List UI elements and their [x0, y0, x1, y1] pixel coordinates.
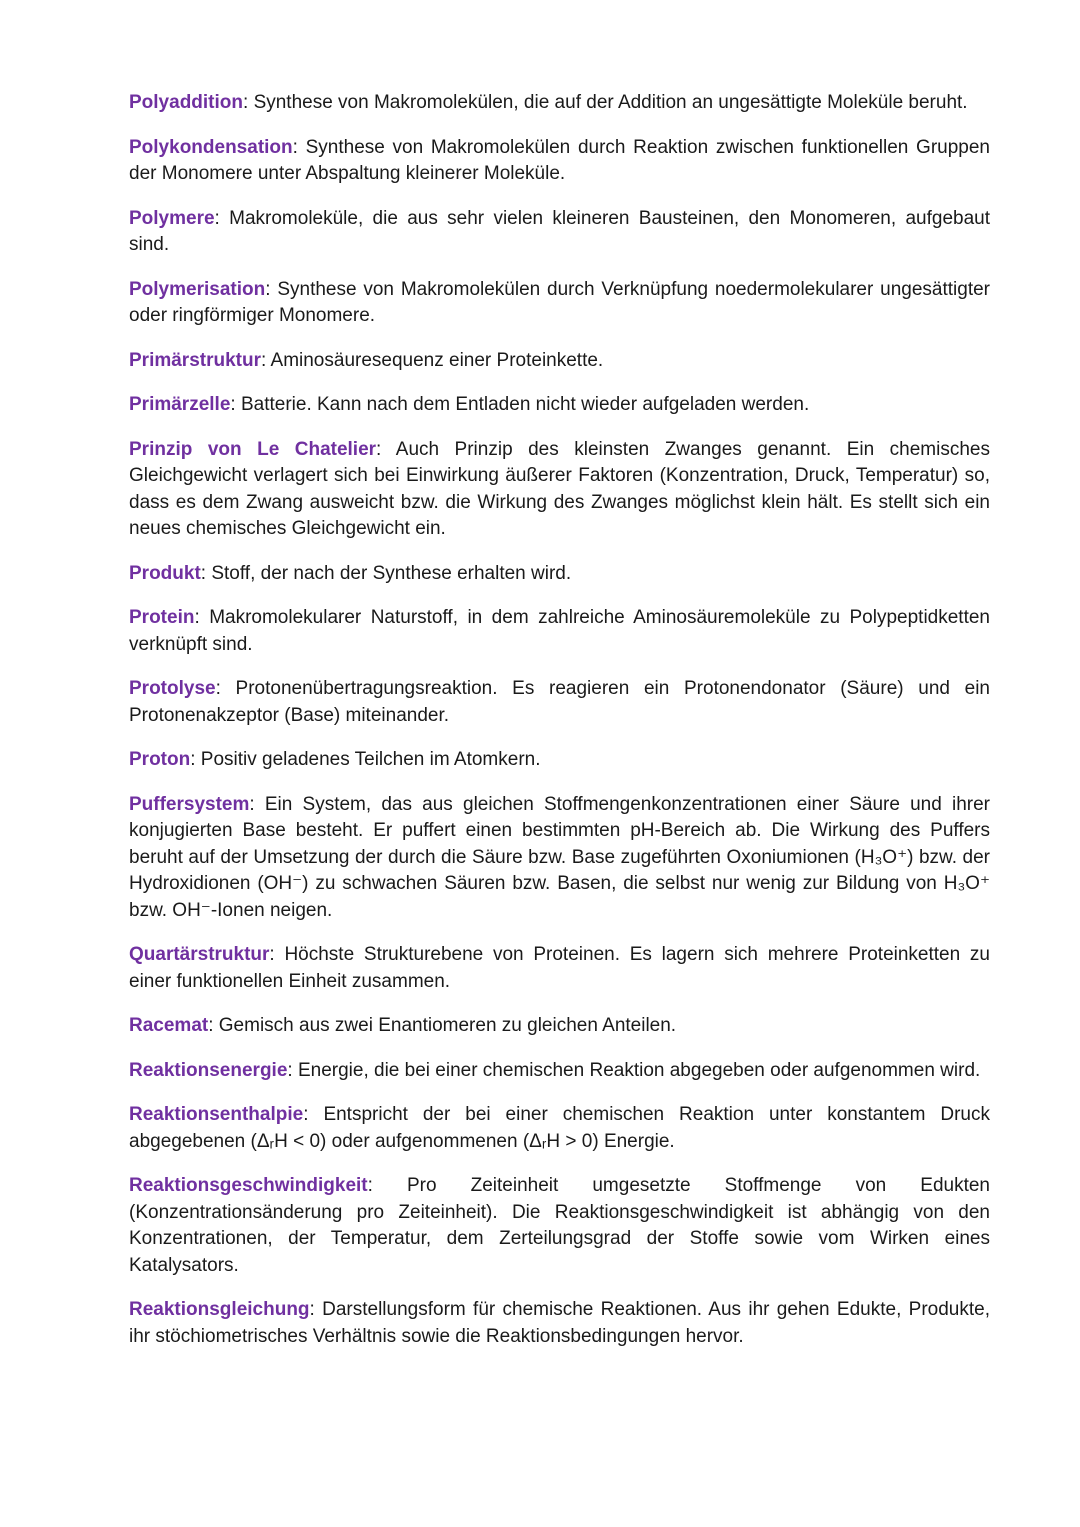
glossary-page — [129, 90, 990, 1368]
glossary-definition: Stoff, der nach der Synthese erhalten wird. — [211, 562, 572, 584]
glossary-definition: Makromolekularer Naturstoff, in dem zahlreiche Aminosäuremoleküle zu Polypeptidketten verknüpft sind. — [129, 607, 990, 655]
glossary-term: Produkt — [129, 562, 201, 584]
glossary-term: Polymere — [129, 207, 215, 229]
glossary-term: Racemat — [129, 1015, 209, 1036]
glossary-definition: Synthese von Makromolekülen durch Verknüpfung noedermolekularer ungesättigter oder ringförmiger Monomere. — [129, 278, 991, 326]
glossary-entry: Reaktionsgleichung: Darstellungsform für chemische Reaktionen. Aus ihr gehen Edukte, Produkte, ihr stöchiometrisches Verhältnis sowie die Reaktionsbedingungen hervor. — [129, 1299, 990, 1347]
glossary-definition: Synthese von Makromolekülen, die auf der Addition an ungesättigte Moleküle beruht. — [253, 92, 968, 113]
glossary-definition: Positiv geladenes Teilchen im Atomkern. — [200, 749, 541, 770]
glossary-definition: Ein System, das aus gleichen Stoffmengenkonzentrationen einer Säure und ihrer konjugierten Base besteht. Er puffert einen bestimmten pH-Bereich ab. Die Wirkung des Puffers beruht auf der Umsetzung der durch die Säure bzw. Base zugeführten Oxoniumionen (H₃O⁺) bzw. der Hydroxidionen (OH⁻) zu schwachen Säuren bzw. Basen, die selbst nur wenig zur Bildung von H₃O⁺ bzw. OH⁻-Ionen neigen. — [129, 793, 991, 921]
glossary-term: Protolyse — [129, 678, 216, 699]
glossary-entry: Primärzelle: Batterie. Kann nach dem Entladen nicht wieder aufgeladen werden. — [129, 394, 810, 415]
glossary-term: Puffersystem — [129, 793, 250, 815]
glossary-entry: Reaktionsenthalpie: Entspricht der bei einer chemischen Reaktion unter konstantem Druck abgegebenen (ΔᵣH < 0) oder aufgenommenen (ΔᵣH > 0) Energie. — [129, 1104, 990, 1152]
glossary-definition: Energie, die bei einer chemischen Reaktion abgegeben oder aufgenommen wird. — [297, 1059, 981, 1081]
glossary-term: Reaktionsgleichung — [129, 1299, 310, 1320]
glossary-term: Reaktionsenthalpie — [129, 1104, 304, 1125]
glossary-term: Polykondensation — [129, 136, 293, 158]
glossary-definition: Protonenübertragungsreaktion. Es reagieren ein Protonendonator (Säure) und ein Protonenakzeptor (Base) miteinander. — [129, 678, 990, 726]
glossary-entry: Quartärstruktur: Höchste Strukturebene von Proteinen. Es lagern sich mehrere Proteinketten zu einer funktionellen Einheit zusammen. — [129, 944, 990, 992]
glossary-definition: Makromoleküle, die aus sehr vielen kleineren Bausteinen, den Monomeren, aufgebaut sind. — [129, 207, 990, 255]
glossary-entry: Proton: Positiv geladenes Teilchen im Atomkern. — [129, 749, 541, 770]
glossary-definition: Aminosäuresequenz einer Proteinkette. — [270, 349, 604, 371]
glossary-term: Quartärstruktur — [129, 944, 270, 965]
glossary-entry: Polymerisation: Synthese von Makromolekülen durch Verknüpfung noedermolekularer ungesättigter oder ringförmiger Monomere. — [129, 278, 991, 326]
glossary-entry: Reaktionsenergie: Energie, die bei einer chemischen Reaktion abgegeben oder aufgenommen wird. — [129, 1059, 981, 1081]
glossary-entry: Puffersystem: Ein System, das aus gleichen Stoffmengenkonzentrationen einer Säure und ihrer konjugierten Base besteht. Er puffert einen bestimmten pH-Bereich ab. Die Wirkung des Puffers beruht auf der Umsetzung der durch die Säure bzw. Base zugeführten Oxoniumionen (H₃O⁺) bzw. der Hydroxidionen (OH⁻) zu schwachen Säuren bzw. Basen, die selbst nur wenig zur Bildung von H₃O⁺ bzw. OH⁻-Ionen neigen. — [129, 793, 991, 921]
glossary-definition: Höchste Strukturebene von Proteinen. Es lagern sich mehrere Proteinketten zu einer funktionellen Einheit zusammen. — [129, 944, 990, 992]
glossary-entry: Protolyse: Protonenübertragungsreaktion. Es reagieren ein Protonendonator (Säure) und ein Protonenakzeptor (Base) miteinander. — [129, 678, 990, 726]
glossary-entry: Protein: Makromolekularer Naturstoff, in dem zahlreiche Aminosäuremoleküle zu Polypeptidketten verknüpft sind. — [129, 607, 990, 655]
glossary-definition: Batterie. Kann nach dem Entladen nicht wieder aufgeladen werden. — [240, 394, 810, 415]
glossary-term: Reaktionsgeschwindigkeit — [129, 1175, 368, 1196]
glossary-entry: Prinzip von Le Chatelier: Auch Prinzip des kleinsten Zwanges genannt. Ein chemisches Gleichgewicht verlagert sich bei Einwirkung äußerer Faktoren (Konzentration, Druck, Temperatur) so, dass es dem Zwang ausweicht bzw. die Wirkung des Zwanges möglichst klein hält. Es stellt sich ein neues chemisches Gleichgewicht ein. — [129, 438, 990, 539]
glossary-definition: Entspricht der bei einer chemischen Reaktion unter konstantem Druck abgegebenen (ΔᵣH < 0) oder aufgenommenen (ΔᵣH > 0) Energie. — [129, 1104, 990, 1152]
glossary-term: Proton — [129, 749, 191, 770]
glossary-term: Primärzelle — [129, 394, 231, 415]
glossary-definition: Gemisch aus zwei Enantiomeren zu gleichen Anteilen. — [218, 1015, 677, 1036]
glossary-entry: Reaktionsgeschwindigkeit: Pro Zeiteinheit umgesetzte Stoffmenge von Edukten (Konzentrationsänderung pro Zeiteinheit). Die Reaktionsgeschwindigkeit ist abhängig von den Konzentrationen, der Temperatur, dem Zerteilungsgrad der Stoffe sowie vom Wirken eines Katalysators. — [129, 1175, 990, 1276]
glossary-term: Primärstruktur — [129, 349, 261, 371]
glossary-definition: Pro Zeiteinheit umgesetzte Stoffmenge von Edukten (Konzentrationsänderung pro Zeiteinheit). Die Reaktionsgeschwindigkeit ist abhängig von den Konzentrationen, der Temperatur, dem Zerteilungsgrad der Stoffe sowie vom Wirken eines Katalysators. — [129, 1175, 990, 1276]
glossary-term: Prinzip von Le Chatelier — [129, 438, 377, 460]
glossary-definition: Synthese von Makromolekülen durch Reaktion zwischen funktionellen Gruppen der Monomere unter Abspaltung kleinerer Moleküle. — [129, 136, 990, 184]
glossary-term: Polyaddition — [129, 92, 243, 113]
glossary-entry: Primärstruktur: Aminosäuresequenz einer Proteinkette. — [129, 349, 604, 371]
glossary-term: Protein — [129, 607, 195, 628]
glossary-entry: Produkt: Stoff, der nach der Synthese erhalten wird. — [129, 562, 572, 584]
glossary-entry: Polymere: Makromoleküle, die aus sehr vielen kleineren Bausteinen, den Monomeren, aufgebaut sind. — [129, 207, 990, 255]
glossary-term: Reaktionsenergie — [129, 1059, 288, 1081]
glossary-term: Polymerisation — [129, 278, 266, 300]
glossary-entry: Polyaddition: Synthese von Makromolekülen, die auf der Addition an ungesättigte Moleküle beruht. — [129, 92, 968, 113]
glossary-definition: Auch Prinzip des kleinsten Zwanges genannt. Ein chemisches Gleichgewicht verlagert sich bei Einwirkung äußerer Faktoren (Konzentration, Druck, Temperatur) so, dass es dem Zwang ausweicht bzw. die Wirkung des Zwanges möglichst klein hält. Es stellt sich ein neues chemisches Gleichgewicht ein. — [129, 438, 990, 539]
glossary-definition: Darstellungsform für chemische Reaktionen. Aus ihr gehen Edukte, Produkte, ihr stöchiometrisches Verhältnis sowie die Reaktionsbedingungen hervor. — [129, 1299, 990, 1347]
glossary-entry: Racemat: Gemisch aus zwei Enantiomeren zu gleichen Anteilen. — [129, 1015, 677, 1036]
glossary-entry: Polykondensation: Synthese von Makromolekülen durch Reaktion zwischen funktionellen Gruppen der Monomere unter Abspaltung kleinerer Moleküle. — [129, 136, 990, 184]
